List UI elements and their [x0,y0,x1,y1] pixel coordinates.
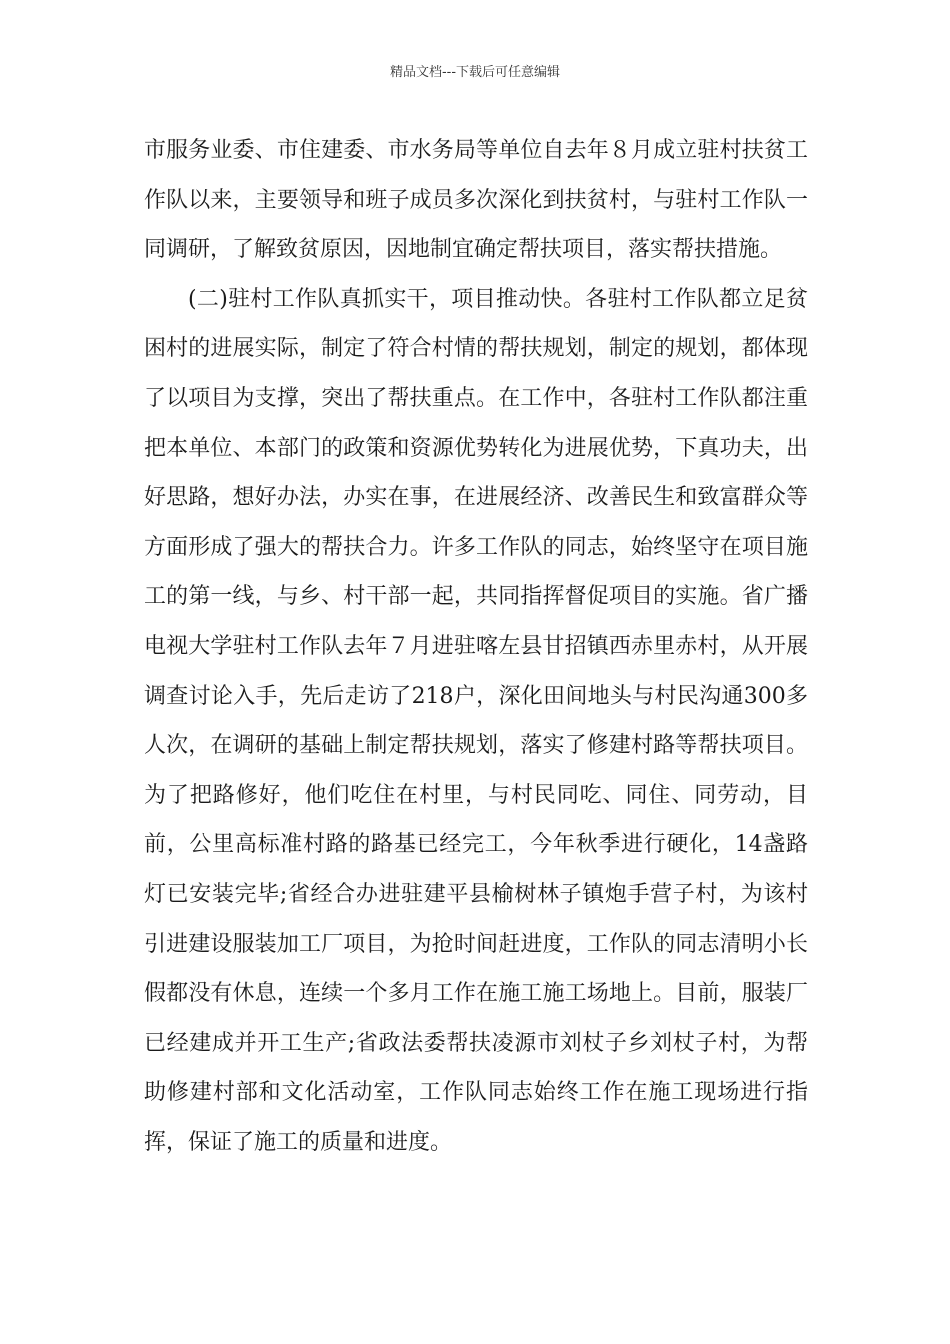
paragraph-continuation: 市服务业委、市住建委、市水务局等单位自去年８月成立驻村扶贫工作队以来，主要领导和班子成员多次深化到扶贫村，与驻村工作队一同调研，了解致贫原因，因地制宜确定帮扶项目，落实帮扶措施。 [144,138,808,263]
page-header: 精品文档---下载后可任意编辑 [389,65,561,80]
document-body [144,126,808,1167]
paragraph-section-two: (二)驻村工作队真抓实干，项目推动快。各驻村工作队都立足贫困村的进展实际，制定了符合村情的帮扶规划，制定的规划，都体现了以项目为支撑，突出了帮扶重点。在工作中，各驻村工作队都注重把本单位、本部门的政策和资源优势转化为进展优势，下真功夫，出好思路，想好办法，办实在事，在进展经济、改善民生和致富群众等方面形成了强大的帮扶合力。许多工作队的同志，始终坚守在项目施工的第一线，与乡、村干部一起，共同指挥督促项目的实施。省广播电视大学驻村工作队去年７月进驻喀左县甘招镇西赤里赤村，从开展调查讨论入手，先后走访了218户，深化田间地头与村民沟通300多人次，在调研的基础上制定帮扶规划，落实了修建村路等帮扶项目。为了把路修好，他们吃住在村里，与村民同吃、同住、同劳动，目前，公里高标准村路的路基已经完工，今年秋季进行硬化，14盏路灯已安装完毕;省经合办进驻建平县榆树林子镇炮手营子村，为该村引进建设服装加工厂项目，为抢时间赶进度，工作队的同志清明小长假都没有休息，连续一个多月工作在施工施工场地上。目前，服装厂已经建成并开工生产;省政法委帮扶凌源市刘杖子乡刘杖子村，为帮助修建村部和文化活动室，工作队同志始终工作在施工现场进行指挥，保证了施工的质量和进度。 [144,286,808,1155]
